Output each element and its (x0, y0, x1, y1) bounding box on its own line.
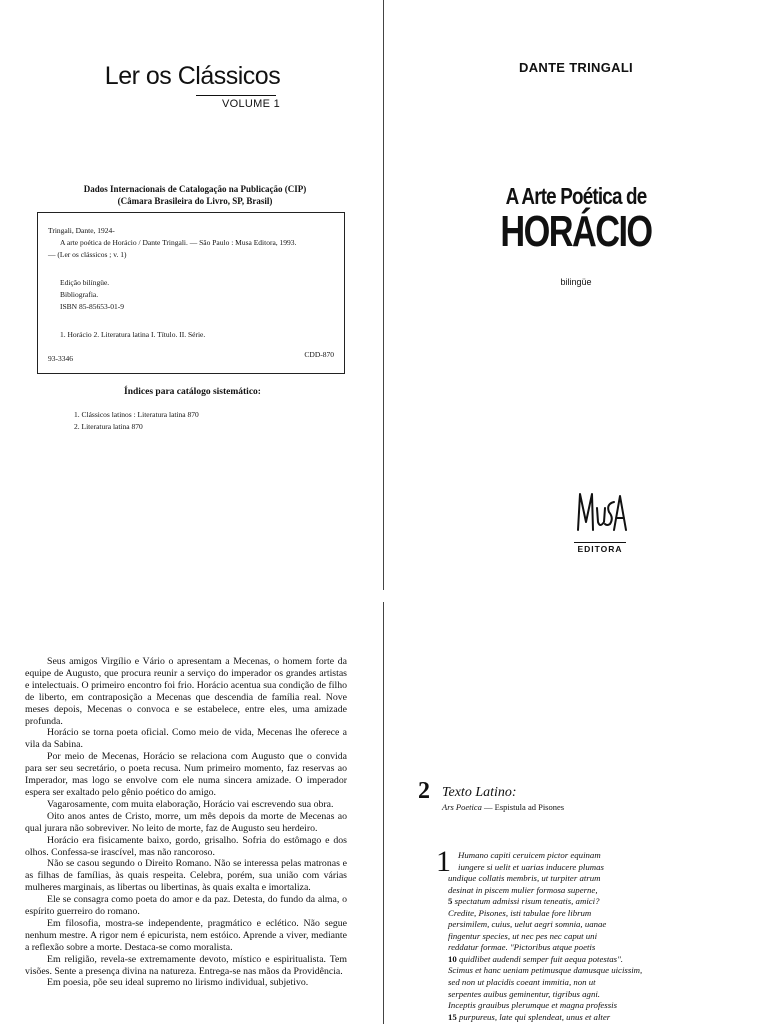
verse-line (448, 942, 642, 954)
card-cdd: CDD-870 (304, 350, 334, 359)
verse-line (448, 919, 642, 931)
verse-line (448, 965, 642, 977)
paragraph: Horácio se torna poeta oficial. Como meio de vida, Mecenas lhe oferece a vila da Sabina. (25, 727, 347, 751)
paragraph: Vagarosamente, com muita elaboração, Horácio vai escrevendo sua obra. (47, 798, 334, 810)
verse-text: desinat in piscem mulier formosa superne, (448, 884, 598, 895)
paragraph: Em religião, revela-se extremamente devoto, místico e espiritualista. Tem visões. Sente a presença divina na natureza. Entrega-se nas mãos da Providência. (25, 953, 347, 977)
verse-line (448, 885, 642, 897)
verse-line (448, 931, 642, 943)
cip-heading-2: (Câmara Brasileira do Livro, SP, Brasil) (117, 196, 273, 206)
chapter-title: Texto Latino: (442, 785, 517, 800)
paragraph: Por meio de Mecenas, Horácio se relaciona com Augusto que o convida para ser seu secretário, o poeta recusa. Num primeiro momento, faz reservas ao Imperador, mas logo se envolve com ele numa sincera amizade. O imperador espera ser exaltado pelo gênio poético do amigo. (25, 751, 347, 798)
verse-text: spectatum admissi risum teneatis, amici? (454, 896, 600, 907)
card-note-edition: Edição bilíngüe. (60, 278, 110, 287)
paragraph: Não se casou segundo o Direito Romano. Não se interessa pelas matronas e as filhas de famílias, às quais respeita. Celebra, porém, sua união com várias mulheres marginais, as libertas ou libertinas, às quais exalta e imortaliza. (25, 858, 347, 894)
verse-text: quidlibet audendi semper fuit aequa potestas". (459, 953, 623, 964)
verse-line (448, 908, 642, 920)
paragraph: Horácio era fisicamente baixo, gordo, grisalho. Sofria do estômago e dos olhos. Confessa-se irascível, mas não rancoroso. (25, 834, 347, 858)
latin-poem (448, 850, 642, 1023)
verse-line (448, 873, 642, 885)
series-title: Ler os Clássicos (104, 62, 281, 90)
verse-text: Scimus et hanc ueniam petimusque damusque uicissim, (448, 965, 643, 976)
verse-number: 10 (448, 953, 457, 964)
index-item: 1. Clássicos latinos : Literatura latina 870 (74, 410, 199, 419)
paragraph: Em poesia, põe seu ideal supremo no lirismo individual, subjetivo. (47, 977, 309, 989)
verse-line (448, 850, 642, 862)
chapter-subtitle-rest: — Espistula ad Pisones (481, 802, 565, 812)
verse-number: 5 (448, 896, 453, 907)
paragraph: Seus amigos Virgílio e Vário o apresentam a Mecenas, o homem forte da equipe de Augusto, que procura reunir a serviço do imperador os grandes artistas e intelectuais. O primeiro encontro foi frio. Horácio acentua sua condição de filho de liberto, em contraposição a Mecenas que descendia de família real. Nove meses depois, Mecenas o convoca e se estabelece, entre eles, uma amizade profunda. (25, 656, 347, 727)
verse-text: iungere si uelit et uarias inducere plumas (458, 861, 604, 872)
verse-text: Inceptis grauibus plerumque et magna professis (448, 1000, 618, 1011)
chapter-subtitle-italic: Ars Poetica (442, 802, 482, 812)
card-subjects: 1. Horácio 2. Literatura latina I. Título. II. Série. (60, 330, 206, 339)
volume-rule (196, 95, 276, 96)
index-title: Índices para catálogo sistemático: (124, 387, 261, 397)
verse-text: purpureus, late qui splendeat, unus et alter (459, 1011, 611, 1022)
card-title-line: A arte poética de Horácio / Dante Tringali. — São Paulo : Musa Editora, 1993. (60, 238, 297, 247)
card-isbn: ISBN 85-85653-01-9 (60, 302, 124, 311)
verse-text: Credite, Pisones, isti tabulae fore librum (448, 907, 592, 918)
card-note-bibliography: Bibliografia. (60, 290, 99, 299)
publisher-label: EDITORA (574, 542, 626, 554)
volume-label: VOLUME 1 (222, 98, 281, 110)
book-title-line2: HORÁCIO (500, 207, 652, 256)
cip-heading-1: Dados Internacionais de Catalogação na Publicação (CIP) (83, 184, 307, 194)
verse-number: 15 (448, 1011, 457, 1022)
verse-line (448, 1012, 642, 1024)
verse-line (448, 977, 642, 989)
verse-text: persimilem, cuius, uelut aegri somnia, uanae (448, 919, 607, 930)
verse-line (448, 989, 642, 1001)
drop-cap: 1 (436, 845, 451, 878)
verse-line (448, 896, 642, 908)
bottom-page-divider (383, 602, 384, 1024)
verse-text: fingentur species, ut nec pes nec caput uni (448, 930, 598, 941)
chapter-subtitle (442, 802, 564, 812)
verse-line (448, 954, 642, 966)
paragraph: Ele se consagra como poeta do amor e da paz. Detesta, do fundo da alma, o espírito guerreiro do romano. (25, 894, 347, 918)
card-series-line: — (Ler os clássicos ; v. 1) (48, 250, 127, 259)
verse-line (448, 1000, 642, 1012)
paragraph: Em filosofia, mostra-se independente, pragmático e eclético. Não segue nenhum mestre. A rigor nem é epicurista, nem estóico. Aprende a viver, mediante a reflexão sobre a morte. Destaca-se como moralista. (25, 917, 347, 953)
book-title-line1: A Arte Poética de (505, 183, 647, 209)
chapter-number: 2 (418, 778, 430, 804)
index-item: 2. Literatura latina 870 (74, 422, 143, 431)
catalog-card (37, 212, 345, 374)
biography-text (25, 656, 347, 989)
author-name: DANTE TRINGALI (519, 60, 633, 75)
verse-text: undique collatis membris, ut turpiter atrum (448, 873, 601, 884)
verse-text: serpentes auibus geminentur, tigribus agni. (448, 988, 600, 999)
verse-text: sed non ut placidis coeant immitia, non ut (448, 977, 596, 988)
card-author-line: Tringali, Dante, 1924- (48, 226, 115, 235)
book-subtitle: bilingüe (560, 277, 592, 287)
card-number: 93-3346 (48, 354, 73, 363)
verse-text: Humano capiti ceruicem pictor equinam (458, 850, 601, 860)
verse-text: reddatur formae. "Pictoribus atque poetis (448, 942, 596, 953)
verse-line (448, 862, 642, 874)
paragraph: Oito anos antes de Cristo, morre, um mês depois da morte de Mecenas ao qual jurara não sobreviver. No leito de morte, faz de Augusto seu herdeiro. (25, 810, 347, 834)
